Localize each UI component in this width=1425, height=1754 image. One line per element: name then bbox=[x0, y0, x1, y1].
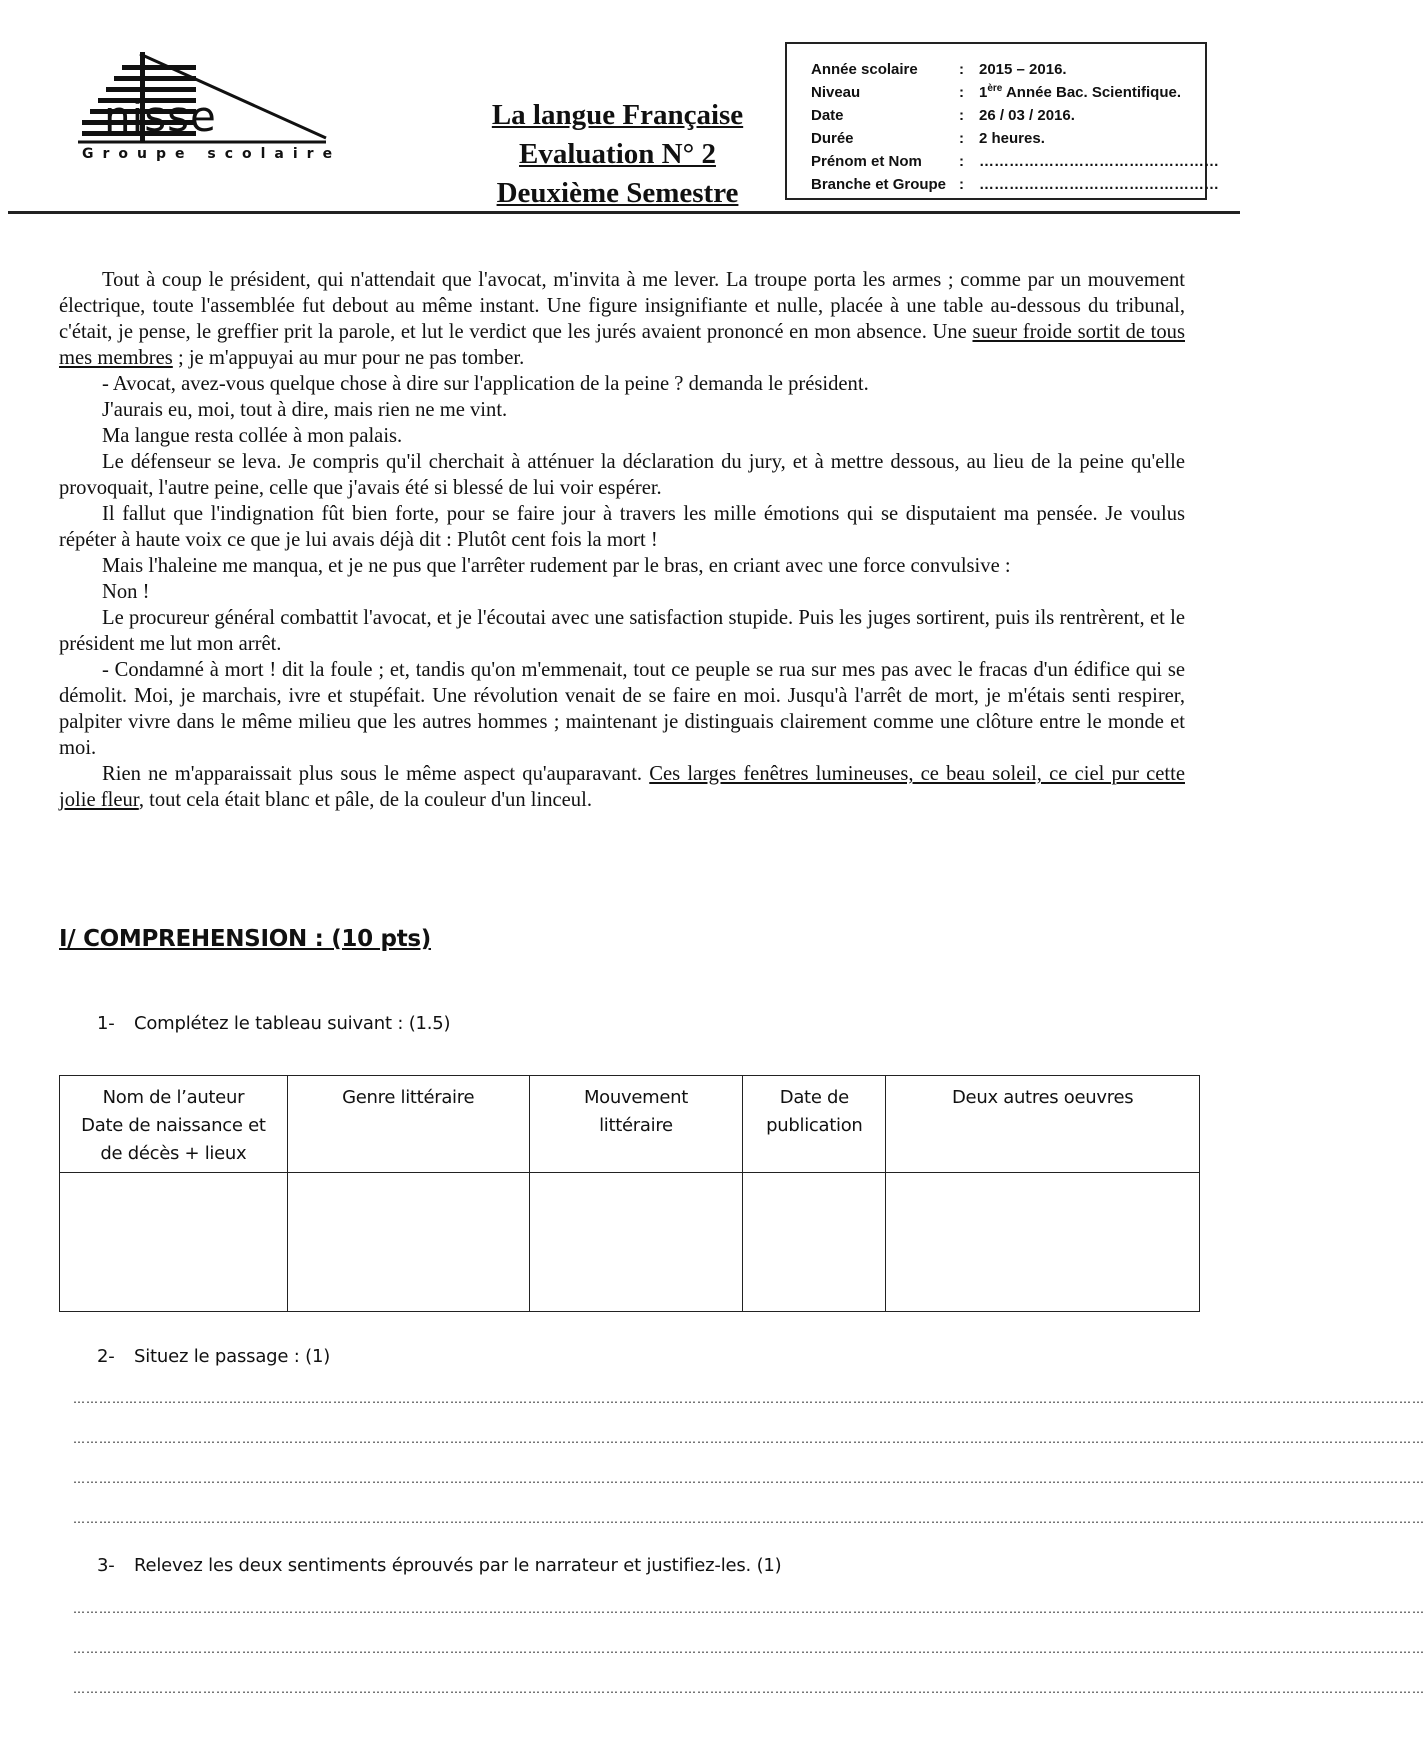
question-number: 3- bbox=[97, 1555, 115, 1576]
info-label: Durée bbox=[811, 130, 854, 147]
section-title: I/ COMPREHENSION : (10 pts) bbox=[59, 926, 431, 952]
answer-line[interactable]: …………………………………………………………………………………………………………………………………………………………………………………………………………………………………………………………………………………… bbox=[73, 1602, 1425, 1616]
answer-line[interactable]: …………………………………………………………………………………………………………………………………………………………………………………………………………………………………………………………………………………… bbox=[73, 1392, 1425, 1406]
info-colon: : bbox=[959, 176, 964, 193]
table-header-other-works bbox=[886, 1076, 1200, 1173]
table-header-genre bbox=[287, 1076, 529, 1173]
answer-line[interactable]: …………………………………………………………………………………………………………………………………………………………………………………………………………………………………………………………………………………… bbox=[73, 1432, 1425, 1446]
name-field[interactable]: ………………………………………… bbox=[979, 153, 1219, 170]
table-answer-row bbox=[60, 1173, 1200, 1312]
underlined-text: sueur froide sortit de tous mes membres bbox=[59, 321, 1185, 369]
author-table bbox=[59, 1075, 1200, 1312]
answer-line[interactable]: …………………………………………………………………………………………………………………………………………………………………………………………………………………………………………………………………………………… bbox=[73, 1512, 1425, 1526]
info-label: Année scolaire bbox=[811, 61, 918, 78]
info-row-name bbox=[811, 150, 1219, 173]
info-colon: : bbox=[959, 107, 964, 124]
table-header-movement bbox=[529, 1076, 743, 1173]
document-title bbox=[450, 96, 785, 213]
passage-paragraph: Il fallut que l'indignation fût bien forte, pour se faire jour à travers les mille émotions qui se disputaient ma pensée. Je voulus répéter à haute voix ce que je lui avais déjà dit : Plutôt cent fois la mort ! bbox=[59, 503, 1185, 551]
passage-paragraph: J'aurais eu, moi, tout à dire, mais rien ne me vint. bbox=[102, 399, 508, 421]
info-label: Prénom et Nom bbox=[811, 153, 922, 170]
table-header-author bbox=[60, 1076, 288, 1173]
answer-cell-other-works[interactable] bbox=[886, 1173, 1200, 1312]
header-line: Nom de l’auteur bbox=[102, 1087, 245, 1108]
passage-paragraph bbox=[59, 267, 1185, 371]
answer-line[interactable]: …………………………………………………………………………………………………………………………………………………………………………………………………………………………………………………………………………………… bbox=[73, 1642, 1425, 1656]
passage-text: Rien ne m'apparaissait plus sous le même aspect qu'auparavant. bbox=[102, 763, 650, 785]
info-colon: : bbox=[959, 130, 964, 147]
level-number: 1 bbox=[979, 84, 988, 101]
passage-paragraph: - Condamné à mort ! dit la foule ; et, tandis qu'on m'emmenait, tout ce peuple se rua sur mes pas avec le fracas d'un édifice qui se démolit. Moi, je marchais, ivre et stupéfait. Une révolution venait de se faire en moi. Jusqu'à l'arrêt de mort, je m'étais senti respirer, palpiter vivre dans le même milieu que les autres hommes ; maintenant je distinguais clairement comme une clôture entre le monde et moi. bbox=[59, 659, 1185, 759]
passage-paragraph bbox=[59, 761, 1185, 813]
passage-paragraph: Mais l'haleine me manqua, et je ne pus que l'arrêter rudement par le bras, en criant avec une force convulsive : bbox=[102, 555, 1011, 577]
logo-wordmark: nisse bbox=[104, 92, 217, 141]
info-colon: : bbox=[959, 84, 964, 101]
header-line: littéraire bbox=[599, 1115, 673, 1136]
header-line: Date de naissance et bbox=[81, 1115, 266, 1136]
title-line-subject: La langue Française bbox=[491, 99, 744, 131]
question-1 bbox=[97, 1013, 450, 1034]
question-3 bbox=[97, 1555, 782, 1576]
logo-subtitle: Groupe scolaire bbox=[82, 146, 342, 162]
question-number: 2- bbox=[97, 1346, 115, 1367]
header-line: Genre littéraire bbox=[342, 1087, 475, 1108]
passage-paragraph: - Avocat, avez-vous quelque chose à dire sur l'application de la peine ? demanda le président. bbox=[102, 373, 869, 395]
question-2 bbox=[97, 1346, 330, 1367]
answer-cell-author[interactable] bbox=[60, 1173, 288, 1312]
question-number: 1- bbox=[97, 1013, 115, 1034]
answer-cell-movement[interactable] bbox=[529, 1173, 743, 1312]
answer-line[interactable]: …………………………………………………………………………………………………………………………………………………………………………………………………………………………………………………………………………………… bbox=[73, 1472, 1425, 1486]
table-header-publication-date bbox=[743, 1076, 886, 1173]
info-row-date bbox=[811, 104, 1205, 127]
info-row-school-year bbox=[811, 58, 1205, 81]
level-superscript: ère bbox=[987, 83, 1003, 94]
info-row-duration bbox=[811, 127, 1205, 150]
title-line-semester: Deuxième Semestre bbox=[496, 177, 739, 209]
info-value: 2015 – 2016. bbox=[979, 61, 1067, 78]
underlined-text: Ces larges fenêtres lumineuses, ce beau soleil, ce ciel pur cette jolie fleur bbox=[59, 763, 1185, 811]
header-line: Date de bbox=[779, 1087, 849, 1108]
info-colon: : bbox=[959, 153, 964, 170]
info-value: 2 heures. bbox=[979, 130, 1045, 147]
reading-passage bbox=[59, 267, 1185, 813]
info-value: 26 / 03 / 2016. bbox=[979, 107, 1075, 124]
answer-cell-genre[interactable] bbox=[287, 1173, 529, 1312]
info-label: Branche et Groupe bbox=[811, 176, 947, 193]
passage-text: Tout à coup le président, qui n'attendait que l'avocat, m'invita à me lever. La troupe porta les armes ; comme par un mouvement électrique, toute l'assemblée fut debout au même instant. Une figure insignifiante et nulle, placée à une table au-dessous du tribunal, c'était, je pense, le greffier prit la parole, et lut le verdict que les jurés avaient prononcé en mon absence. Une bbox=[59, 269, 1185, 343]
passage-paragraph: Non ! bbox=[102, 581, 150, 603]
passage-paragraph: Le défenseur se leva. Je compris qu'il cherchait à atténuer la déclaration du jury, et à mettre dessous, au lieu de la peine qu'elle provoquait, l'autre peine, celle que j'avais été si blessé de lui voir espérer. bbox=[59, 451, 1185, 499]
answer-cell-publication-date[interactable] bbox=[743, 1173, 886, 1312]
header-line: Deux autres oeuvres bbox=[952, 1087, 1134, 1108]
level-text: Année Bac. Scientifique. bbox=[1002, 84, 1182, 101]
student-info-box bbox=[785, 42, 1219, 200]
question-text: Situez le passage : (1) bbox=[134, 1346, 331, 1367]
passage-text: , tout cela était blanc et pâle, de la couleur d'un linceul. bbox=[138, 789, 592, 811]
answer-line[interactable]: …………………………………………………………………………………………………………………………………………………………………………………………………………………………………………………………………………………… bbox=[73, 1682, 1425, 1696]
branch-field[interactable]: ………………………………………… bbox=[979, 176, 1219, 193]
info-row-level bbox=[811, 81, 1205, 104]
passage-paragraph: Ma langue resta collée à mon palais. bbox=[102, 425, 403, 447]
passage-text: ; je m'appuyai au mur pour ne pas tomber. bbox=[172, 347, 525, 369]
header-line: publication bbox=[766, 1115, 863, 1136]
header-line: de décès + lieux bbox=[100, 1143, 247, 1164]
header-divider bbox=[8, 211, 1240, 214]
header-line: Mouvement bbox=[583, 1087, 688, 1108]
table-header-row bbox=[60, 1076, 1200, 1173]
question-text: Relevez les deux sentiments éprouvés par le narrateur et justifiez-les. (1) bbox=[134, 1555, 782, 1576]
info-label: Date bbox=[811, 107, 844, 124]
info-label: Niveau bbox=[811, 84, 861, 101]
info-row-branch bbox=[811, 173, 1219, 196]
info-value bbox=[979, 81, 1181, 104]
title-line-evaluation: Evaluation N° 2 bbox=[519, 138, 716, 170]
passage-paragraph: Le procureur général combattit l'avocat, et je l'écoutai avec une satisfaction stupide. Puis les juges sortirent, puis ils rentrèrent, et le président me lut mon arrêt. bbox=[59, 607, 1185, 655]
info-colon: : bbox=[959, 61, 964, 78]
question-text: Complétez le tableau suivant : (1.5) bbox=[134, 1013, 451, 1034]
